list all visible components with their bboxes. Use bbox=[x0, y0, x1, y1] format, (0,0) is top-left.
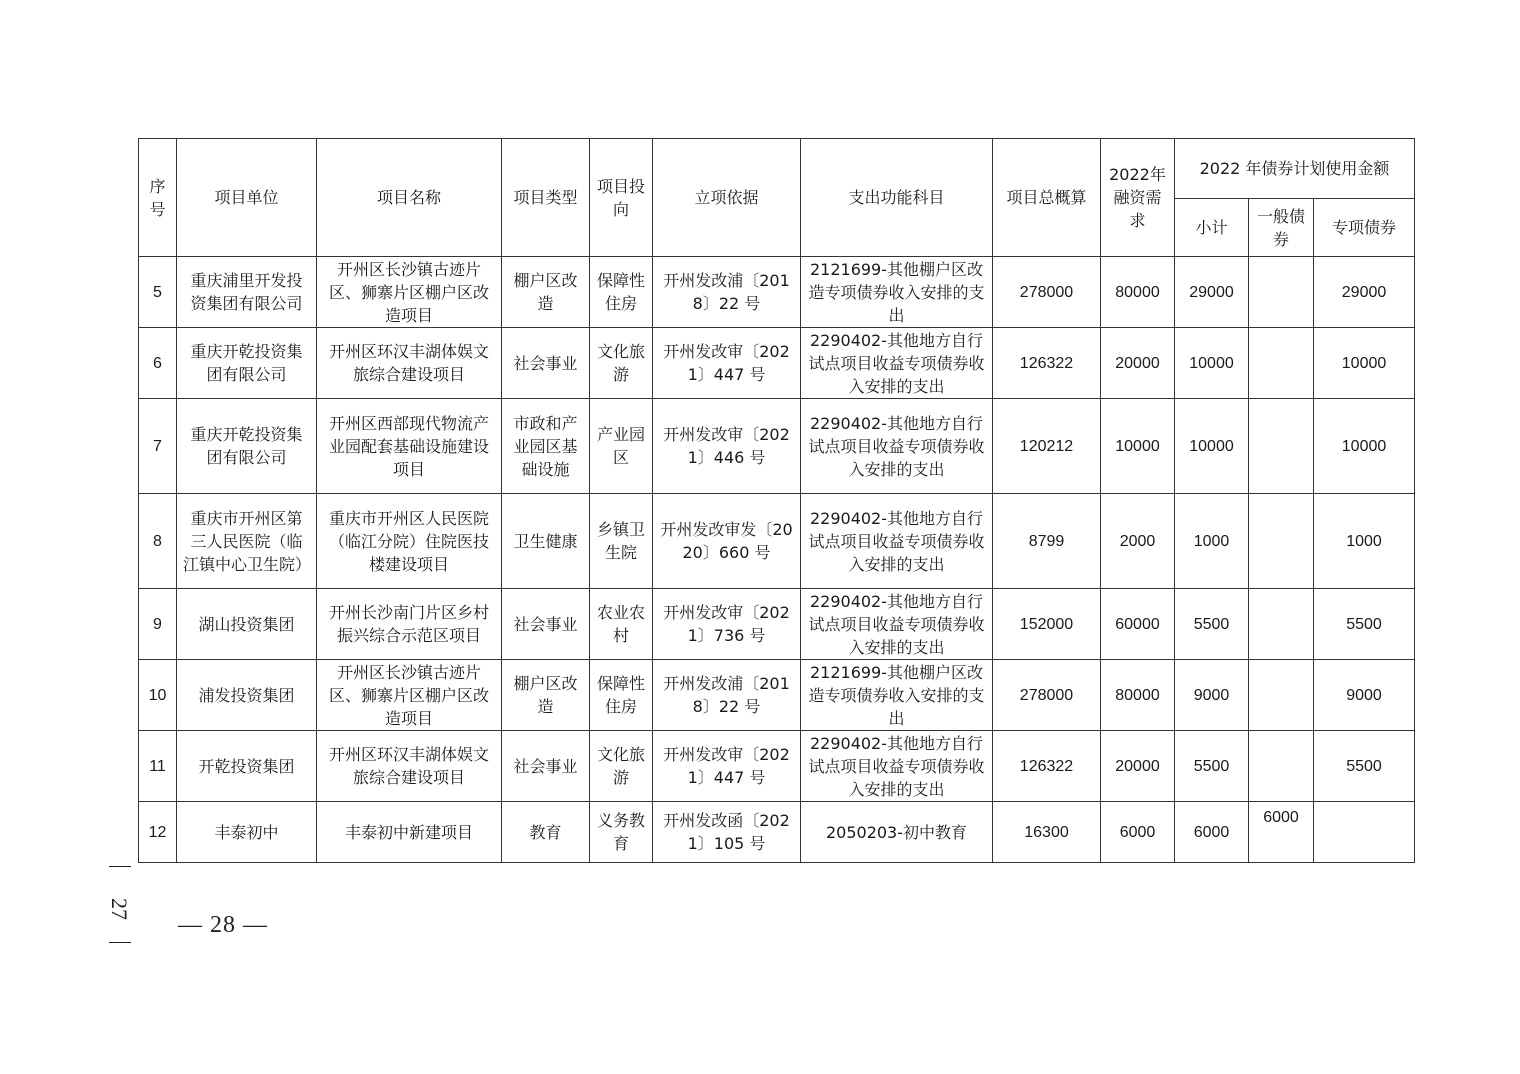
cell-special: 9000 bbox=[1314, 660, 1415, 731]
cell-name: 开州区长沙镇古迹片区、狮寨片区棚户区改造项目 bbox=[317, 257, 502, 328]
cell-general bbox=[1249, 494, 1314, 589]
cell-general: 6000 bbox=[1249, 802, 1314, 863]
cell-demand: 80000 bbox=[1101, 257, 1175, 328]
cell-type: 社会事业 bbox=[502, 589, 590, 660]
cell-total: 8799 bbox=[993, 494, 1101, 589]
cell-basis: 开州发改审〔2021〕446 号 bbox=[653, 399, 801, 494]
cell-seq: 11 bbox=[139, 731, 177, 802]
cell-subtotal: 1000 bbox=[1175, 494, 1249, 589]
cell-subject: 2121699-其他棚户区改造专项债券收入安排的支出 bbox=[801, 257, 993, 328]
table-row bbox=[139, 257, 1415, 328]
cell-unit: 浦发投资集团 bbox=[177, 660, 317, 731]
cell-general bbox=[1249, 731, 1314, 802]
cell-total: 120212 bbox=[993, 399, 1101, 494]
cell-total: 126322 bbox=[993, 731, 1101, 802]
cell-type: 棚户区改造 bbox=[502, 660, 590, 731]
cell-special: 5500 bbox=[1314, 589, 1415, 660]
cell-demand: 10000 bbox=[1101, 399, 1175, 494]
cell-subject: 2121699-其他棚户区改造专项债券收入安排的支出 bbox=[801, 660, 993, 731]
cell-seq: 12 bbox=[139, 802, 177, 863]
cell-subtotal: 6000 bbox=[1175, 802, 1249, 863]
header-general: 一般债券 bbox=[1249, 199, 1314, 257]
header-name: 项目名称 bbox=[317, 139, 502, 257]
table-row bbox=[139, 328, 1415, 399]
cell-special: 10000 bbox=[1314, 399, 1415, 494]
header-subtotal: 小计 bbox=[1175, 199, 1249, 257]
rotated-page-number-text: 27 bbox=[107, 898, 132, 920]
rotated-page-dash-bottom bbox=[109, 942, 131, 943]
cell-direction: 产业园区 bbox=[590, 399, 653, 494]
table-row bbox=[139, 494, 1415, 589]
rotated-page-dash-top bbox=[109, 866, 131, 867]
cell-direction: 保障性住房 bbox=[590, 660, 653, 731]
table-row bbox=[139, 802, 1415, 863]
cell-subtotal: 10000 bbox=[1175, 399, 1249, 494]
cell-subtotal: 5500 bbox=[1175, 589, 1249, 660]
cell-total: 16300 bbox=[993, 802, 1101, 863]
cell-type: 社会事业 bbox=[502, 328, 590, 399]
cell-demand: 6000 bbox=[1101, 802, 1175, 863]
cell-general bbox=[1249, 328, 1314, 399]
cell-type: 社会事业 bbox=[502, 731, 590, 802]
cell-direction: 文化旅游 bbox=[590, 731, 653, 802]
cell-name: 开州区环汉丰湖体娱文旅综合建设项目 bbox=[317, 731, 502, 802]
cell-subtotal: 5500 bbox=[1175, 731, 1249, 802]
cell-seq: 7 bbox=[139, 399, 177, 494]
cell-special bbox=[1314, 802, 1415, 863]
cell-unit: 重庆开乾投资集团有限公司 bbox=[177, 399, 317, 494]
cell-unit: 重庆开乾投资集团有限公司 bbox=[177, 328, 317, 399]
cell-special: 1000 bbox=[1314, 494, 1415, 589]
table-row bbox=[139, 731, 1415, 802]
cell-direction: 义务教育 bbox=[590, 802, 653, 863]
header-plan: 2022 年债券计划使用金额 bbox=[1175, 139, 1415, 199]
header-special: 专项债券 bbox=[1314, 199, 1415, 257]
cell-unit: 丰泰初中 bbox=[177, 802, 317, 863]
cell-name: 开州区环汉丰湖体娱文旅综合建设项目 bbox=[317, 328, 502, 399]
header-direction: 项目投向 bbox=[590, 139, 653, 257]
cell-demand: 60000 bbox=[1101, 589, 1175, 660]
cell-subtotal: 10000 bbox=[1175, 328, 1249, 399]
cell-demand: 2000 bbox=[1101, 494, 1175, 589]
cell-subject: 2290402-其他地方自行试点项目收益专项债券收入安排的支出 bbox=[801, 731, 993, 802]
cell-total: 278000 bbox=[993, 257, 1101, 328]
table-row bbox=[139, 589, 1415, 660]
header-unit: 项目单位 bbox=[177, 139, 317, 257]
cell-demand: 20000 bbox=[1101, 328, 1175, 399]
cell-name: 开州长沙南门片区乡村振兴综合示范区项目 bbox=[317, 589, 502, 660]
header-demand: 2022年融资需求 bbox=[1101, 139, 1175, 257]
cell-general bbox=[1249, 257, 1314, 328]
cell-unit: 重庆浦里开发投资集团有限公司 bbox=[177, 257, 317, 328]
cell-demand: 20000 bbox=[1101, 731, 1175, 802]
cell-direction: 农业农村 bbox=[590, 589, 653, 660]
cell-special: 10000 bbox=[1314, 328, 1415, 399]
cell-name: 开州区长沙镇古迹片区、狮寨片区棚户区改造项目 bbox=[317, 660, 502, 731]
cell-total: 126322 bbox=[993, 328, 1101, 399]
cell-seq: 10 bbox=[139, 660, 177, 731]
header-basis: 立项依据 bbox=[653, 139, 801, 257]
header-type: 项目类型 bbox=[502, 139, 590, 257]
cell-total: 152000 bbox=[993, 589, 1101, 660]
cell-type: 教育 bbox=[502, 802, 590, 863]
cell-name: 重庆市开州区人民医院（临江分院）住院医技楼建设项目 bbox=[317, 494, 502, 589]
cell-special: 5500 bbox=[1314, 731, 1415, 802]
cell-subtotal: 29000 bbox=[1175, 257, 1249, 328]
cell-general bbox=[1249, 660, 1314, 731]
cell-subject: 2050203-初中教育 bbox=[801, 802, 993, 863]
cell-direction: 保障性住房 bbox=[590, 257, 653, 328]
cell-subject: 2290402-其他地方自行试点项目收益专项债券收入安排的支出 bbox=[801, 399, 993, 494]
project-table bbox=[138, 138, 1415, 863]
table-row bbox=[139, 660, 1415, 731]
cell-unit: 开乾投资集团 bbox=[177, 731, 317, 802]
cell-seq: 6 bbox=[139, 328, 177, 399]
cell-type: 市政和产业园区基础设施 bbox=[502, 399, 590, 494]
cell-subject: 2290402-其他地方自行试点项目收益专项债券收入安排的支出 bbox=[801, 494, 993, 589]
cell-total: 278000 bbox=[993, 660, 1101, 731]
cell-general bbox=[1249, 399, 1314, 494]
cell-subject: 2290402-其他地方自行试点项目收益专项债券收入安排的支出 bbox=[801, 328, 993, 399]
cell-direction: 乡镇卫生院 bbox=[590, 494, 653, 589]
cell-name: 开州区西部现代物流产业园配套基础设施建设项目 bbox=[317, 399, 502, 494]
cell-basis: 开州发改浦〔2018〕22 号 bbox=[653, 257, 801, 328]
table-row bbox=[139, 399, 1415, 494]
cell-basis: 开州发改审〔2021〕736 号 bbox=[653, 589, 801, 660]
cell-demand: 80000 bbox=[1101, 660, 1175, 731]
cell-special: 29000 bbox=[1314, 257, 1415, 328]
cell-subtotal: 9000 bbox=[1175, 660, 1249, 731]
table-body bbox=[139, 257, 1415, 863]
header-total: 项目总概算 bbox=[993, 139, 1101, 257]
cell-direction: 文化旅游 bbox=[590, 328, 653, 399]
rotated-page-number bbox=[100, 866, 140, 950]
header-subject: 支出功能科目 bbox=[801, 139, 993, 257]
cell-type: 棚户区改造 bbox=[502, 257, 590, 328]
cell-seq: 5 bbox=[139, 257, 177, 328]
cell-seq: 8 bbox=[139, 494, 177, 589]
cell-unit: 湖山投资集团 bbox=[177, 589, 317, 660]
cell-seq: 9 bbox=[139, 589, 177, 660]
header-seq: 序号 bbox=[139, 139, 177, 257]
cell-general bbox=[1249, 589, 1314, 660]
cell-basis: 开州发改审发〔2020〕660 号 bbox=[653, 494, 801, 589]
cell-subject: 2290402-其他地方自行试点项目收益专项债券收入安排的支出 bbox=[801, 589, 993, 660]
cell-name: 丰泰初中新建项目 bbox=[317, 802, 502, 863]
cell-unit: 重庆市开州区第三人民医院（临江镇中心卫生院） bbox=[177, 494, 317, 589]
page-number: — 28 — bbox=[178, 912, 268, 938]
cell-basis: 开州发改审〔2021〕447 号 bbox=[653, 731, 801, 802]
cell-basis: 开州发改函〔2021〕105 号 bbox=[653, 802, 801, 863]
cell-basis: 开州发改浦〔2018〕22 号 bbox=[653, 660, 801, 731]
cell-type: 卫生健康 bbox=[502, 494, 590, 589]
cell-basis: 开州发改审〔2021〕447 号 bbox=[653, 328, 801, 399]
